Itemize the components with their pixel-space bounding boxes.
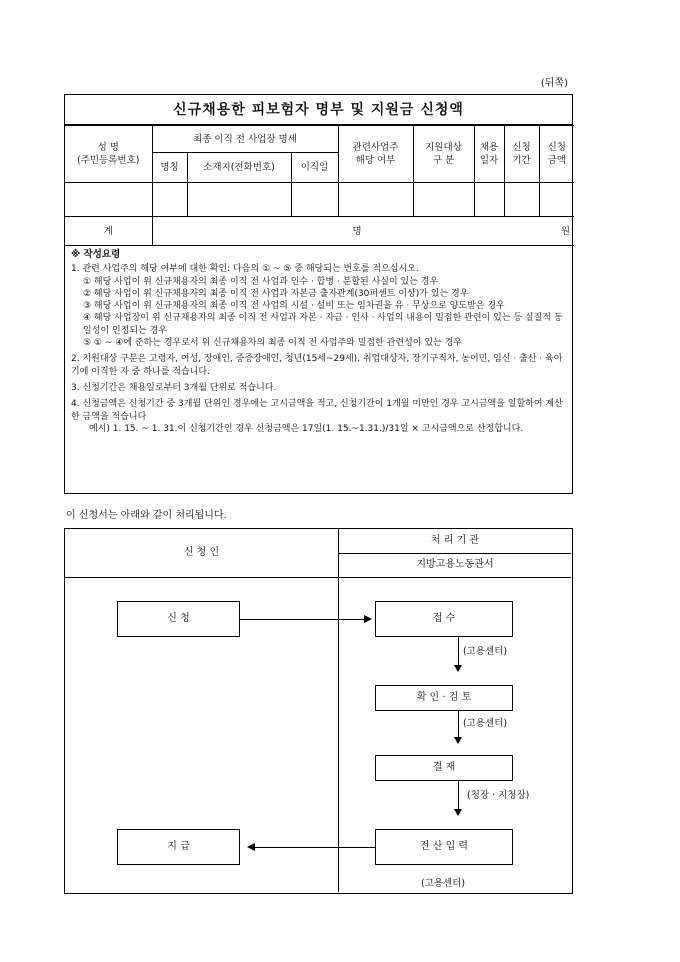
receive-step: 접 수 [375,601,513,637]
review-connector [458,711,459,739]
arrow-left-icon [247,843,255,851]
related-employer-cell[interactable] [338,183,413,217]
period-cell[interactable] [504,183,539,217]
entry-step: 전 산 입 력 [375,829,513,865]
total-values[interactable] [152,217,574,246]
column-divider [338,529,339,892]
form-title: 신규채용한 피보험자 명부 및 지원금 신청액 [65,95,572,125]
instruction-item-1-sub-3: ③ 해당 사업이 위 신규채용자의 최종 이직 전 사업의 시설 · 설비 또는 임차권을 유 · 무상으로 양도받은 경우 [83,301,505,312]
persons-unit: 명 [352,226,362,237]
instruction-item-2: 2. 지원대상 구분은 고령자, 여성, 장애인, 중증장애인, 청년(15세~29세), 취업대상자, 장기구직자, 농어민, 임신 · 출산 · 육아기에 이직한 자 중 하나를 적습니다. [71,354,563,377]
decide-by: (청장 · 지청장) [467,790,530,801]
decide-step: 결 재 [375,755,513,781]
target-type-cell[interactable] [413,183,474,217]
target-type-header: 지원대상 구 분 [413,126,474,183]
agency-header: 처 리 기 관 [430,535,480,546]
hire-date-header: 채용 일자 [474,126,504,183]
review-by: (고용센터) [463,718,508,729]
receive-by: (고용센터) [463,646,508,657]
total-label: 계 [65,217,152,246]
amount-cell[interactable] [539,183,574,217]
page-side-label: (뒤쪽) [540,78,568,89]
instruction-item-1: 1. 관련 사업주의 해당 여부에 대한 확인: 다음의 ① ~ ⑤ 중 해당되는 번호를 적으십시오. [71,264,419,275]
apply-step: 신 청 [117,601,240,637]
arrow-down-icon [454,809,462,816]
applicant-list-form [64,94,573,494]
receive-connector [458,637,459,667]
instruction-item-1-sub-4: ④ 해당 사업장이 위 신규채용자의 최종 이직 전 사업과 자본 · 자금 · 인사 · 사업의 내용이 밀접한 관련이 있는 등 실질적 동일성이 인정되는 경우 [83,313,563,336]
process-note: 이 신청서는 아래와 같이 처리됩니다. [66,510,227,521]
pw-name-cell[interactable] [152,183,187,217]
instruction-item-1-sub-1: ① 해당 사업이 위 신규채용자의 최종 이직 전 사업과 인수 · 합병 · 분할된 사실이 있는 경우 [83,276,439,287]
pw-leave-date-header: 이직일 [291,153,338,183]
apply-connector [240,619,364,620]
applicant-table [65,125,574,246]
name-header: 성 명 (주민등록번호) [65,126,152,183]
arrow-right-icon [364,615,372,623]
instruction-item-4-example: 예시) 1. 15. ~ 1. 31.이 신청기간인 경우 신청금액은 17일(1. 15.~1.31.)/31일 × 고시금액으로 산정합니다. [89,423,524,434]
hire-date-cell[interactable] [474,183,504,217]
decide-connector [458,781,459,811]
arrow-down-icon [454,665,462,672]
prev-workplace-header: 최종 이직 전 사업장 명세 [152,126,338,153]
instruction-item-3: 3. 신청기간은 채용일로부터 3개월 단위로 적습니다. [71,382,277,393]
pw-address-header: 소재지(전화번호) [187,153,291,183]
applicant-header: 신 청 인 [183,547,220,558]
name-cell[interactable] [65,183,152,217]
instructions-heading: ※ 작성요령 [71,249,121,260]
instruction-item-1-sub-2: ② 해당 사업이 위 신규채용자의 최종 이직 전 사업과 자본금 출자관계(30퍼센트 이상)가 있는 경우 [83,288,469,299]
instructions [71,249,568,435]
instruction-item-1-sub-5: ⑤ ① ~ ④에 준하는 경우로서 위 신규채용자의 최종 이직 전 사업주와 밀접한 관련성이 있는 경우 [83,338,462,349]
related-employer-header: 관련사업주 해당 여부 [338,126,413,183]
review-step: 확 인 · 검 토 [375,685,513,711]
header-divider [65,577,571,578]
period-header: 신청 기간 [504,126,539,183]
table-row [65,183,574,217]
arrow-down-icon [454,737,462,744]
total-row [65,217,574,246]
won-unit: 원 [560,226,570,237]
pay-connector [255,847,375,848]
pw-leave-date-cell[interactable] [291,183,338,217]
process-flow [64,528,573,894]
pw-address-cell[interactable] [187,183,291,217]
entry-by: (고용센터) [421,878,466,889]
instruction-item-4: 4. 신청금액은 신청기간 중 3개월 단위인 경우에는 고시금액을 적고, 신청기간이 1개월 미만인 경우 고시금액을 일할하여 계산한 금액을 적습니다 [71,399,563,422]
pw-name-header: 명칭 [152,153,187,183]
amount-header: 신청 금액 [539,126,574,183]
pay-step: 지 급 [117,829,240,865]
agency-name: 지방고용노동관서 [416,559,494,570]
